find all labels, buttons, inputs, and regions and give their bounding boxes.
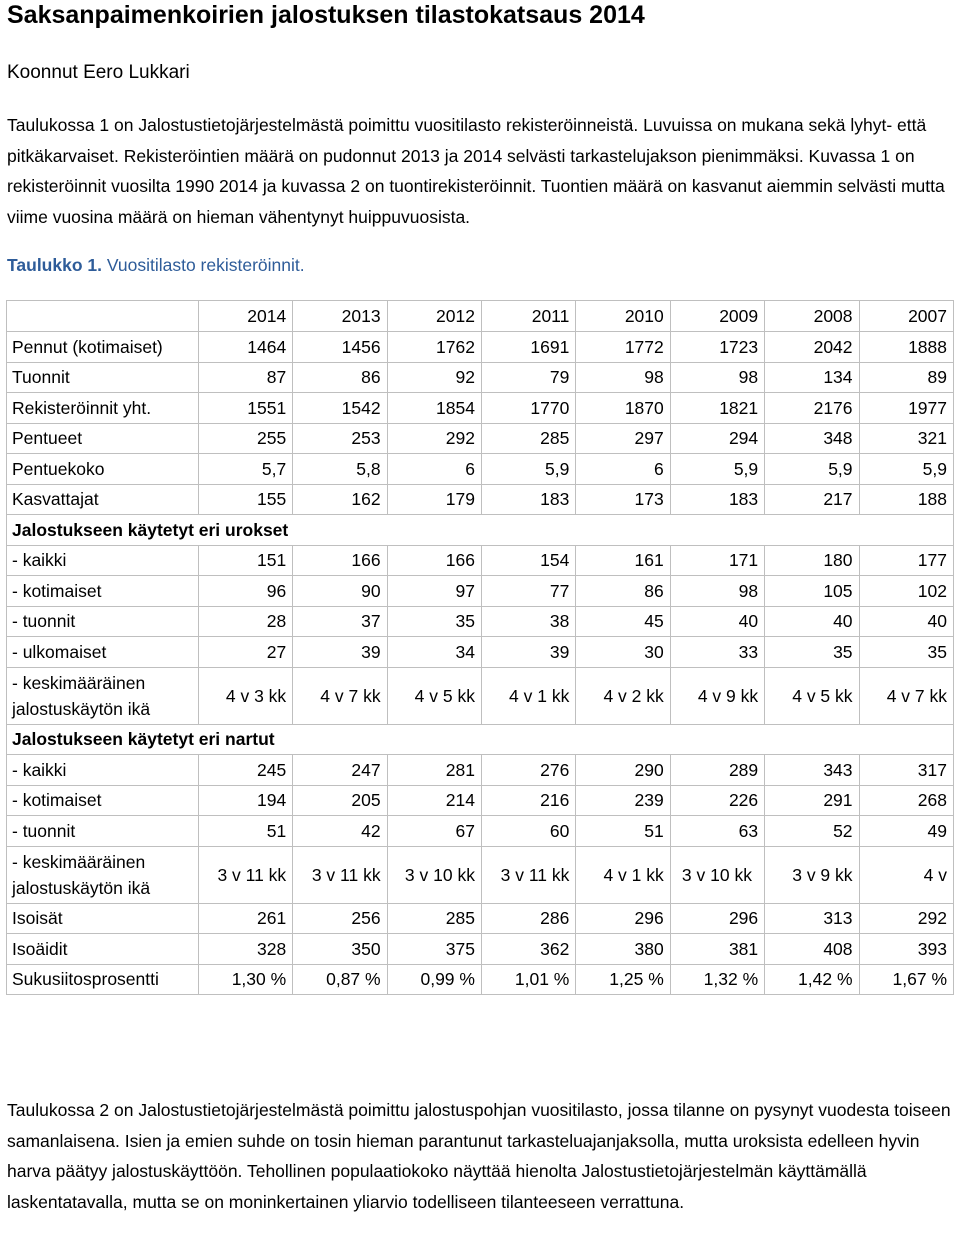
table-cell: 1770 (481, 393, 575, 424)
table-cell: 39 (481, 637, 575, 668)
table-row (7, 332, 954, 363)
table-cell: 1,25 % (576, 964, 670, 995)
table-cell: 4 v 5 kk (765, 667, 859, 724)
table-cell: 350 (293, 934, 387, 965)
table-caption-label: Taulukko 1. (7, 255, 102, 275)
table-cell: 96 (198, 576, 292, 607)
author-line: Koonnut Eero Lukkari (7, 62, 190, 83)
table-cell: 52 (765, 816, 859, 847)
table-cell: 343 (765, 755, 859, 786)
table-cell: 154 (481, 545, 575, 576)
table-row (7, 755, 954, 786)
table-row (7, 637, 954, 668)
table-body (7, 332, 954, 995)
table-cell: 3 v 10 kk (387, 846, 481, 903)
row-label: - kotimaiset (7, 785, 199, 816)
table-row (7, 393, 954, 424)
row-label: - ulkomaiset (7, 637, 199, 668)
table-cell: 151 (198, 545, 292, 576)
table-cell: 3 v 9 kk (765, 846, 859, 903)
table-cell: 171 (670, 545, 764, 576)
table-cell: 1,42 % (765, 964, 859, 995)
table-cell: 90 (293, 576, 387, 607)
table-row (7, 846, 954, 903)
table-cell: 183 (670, 484, 764, 515)
section-heading: Jalostukseen käytetyt eri nartut (7, 724, 954, 755)
section-heading: Jalostukseen käytetyt eri urokset (7, 515, 954, 546)
table-cell: 166 (293, 545, 387, 576)
table-cell: 4 v 1 kk (576, 846, 670, 903)
table-cell: 313 (765, 903, 859, 934)
table-cell: 328 (198, 934, 292, 965)
table-cell: 1723 (670, 332, 764, 363)
table-cell: 276 (481, 755, 575, 786)
table-cell: 6 (387, 454, 481, 485)
table-cell: 173 (576, 484, 670, 515)
row-label: - keskimääräinen jalostuskäytön ikä (7, 846, 199, 903)
table-row (7, 785, 954, 816)
table-cell: 67 (387, 816, 481, 847)
table-cell: 5,7 (198, 454, 292, 485)
table-cell: 362 (481, 934, 575, 965)
year-header: 2009 (670, 301, 764, 332)
table-cell: 4 v 7 kk (859, 667, 953, 724)
table-cell: 348 (765, 423, 859, 454)
row-label: Isoäidit (7, 934, 199, 965)
table-cell: 290 (576, 755, 670, 786)
table-cell: 1888 (859, 332, 953, 363)
table-cell: 27 (198, 637, 292, 668)
table-cell: 292 (859, 903, 953, 934)
table-cell: 375 (387, 934, 481, 965)
table-cell: 0,99 % (387, 964, 481, 995)
table-cell: 2042 (765, 332, 859, 363)
row-label: - tuonnit (7, 816, 199, 847)
table-cell: 1,01 % (481, 964, 575, 995)
table-cell: 42 (293, 816, 387, 847)
table-cell: 1,67 % (859, 964, 953, 995)
table-cell: 4 v 9 kk (670, 667, 764, 724)
table-cell: 98 (670, 362, 764, 393)
table-cell: 5,8 (293, 454, 387, 485)
table-cell: 35 (765, 637, 859, 668)
table-cell: 5,9 (670, 454, 764, 485)
row-label: - tuonnit (7, 606, 199, 637)
year-header: 2011 (481, 301, 575, 332)
table-cell: 381 (670, 934, 764, 965)
intro-paragraph: Taulukossa 1 on Jalostustietojärjestelmästä poimittu vuositilasto rekisteröinneistä. Luvuissa on mukana sekä lyhyt- että pitkäkarvaiset. Rekisteröintien määrä on pudonnut 2013 ja 2014 selvästi tarkastelujakson pienimmäksi. Kuvassa 1 on rekisteröinnit vuosilta 1990 2014 ja kuvassa 2 on tuontirekisteröinnit. Tuontien määrä on kasvanut aiemmin selvästi mutta viime vuosina määrä on hieman vähentynyt huippuvuosista. (7, 115, 945, 227)
table-cell: 4 v 1 kk (481, 667, 575, 724)
row-label: - keskimääräinen jalostuskäytön ikä (7, 667, 199, 724)
table-cell: 166 (387, 545, 481, 576)
table-cell: 162 (293, 484, 387, 515)
table-cell: 285 (387, 903, 481, 934)
table-cell: 98 (576, 362, 670, 393)
table-cell: 40 (670, 606, 764, 637)
table-cell: 286 (481, 903, 575, 934)
table-caption-text: Vuositilasto rekisteröinnit. (101, 255, 305, 275)
table-cell: 37 (293, 606, 387, 637)
table-cell: 40 (859, 606, 953, 637)
table-row (7, 816, 954, 847)
table-cell: 1854 (387, 393, 481, 424)
table-row (7, 667, 954, 724)
document-title: Saksanpaimenkoirien jalostuksen tilastokatsaus 2014 (7, 1, 645, 29)
table-cell: 87 (198, 362, 292, 393)
table-cell: 217 (765, 484, 859, 515)
table-cell: 179 (387, 484, 481, 515)
table-cell: 268 (859, 785, 953, 816)
table-cell: 86 (576, 576, 670, 607)
row-label: Pentueet (7, 423, 199, 454)
table-cell: 30 (576, 637, 670, 668)
row-label: - kaikki (7, 545, 199, 576)
table-cell: 294 (670, 423, 764, 454)
table-row (7, 484, 954, 515)
row-label: - kaikki (7, 755, 199, 786)
registration-stats-table (6, 300, 954, 995)
table-cell: 40 (765, 606, 859, 637)
table-cell: 408 (765, 934, 859, 965)
table-caption (7, 252, 305, 278)
table-cell: 245 (198, 755, 292, 786)
row-label: Kasvattajat (7, 484, 199, 515)
table-row (7, 934, 954, 965)
table-cell: 188 (859, 484, 953, 515)
table-cell: 92 (387, 362, 481, 393)
table-cell: 86 (293, 362, 387, 393)
table-cell: 1870 (576, 393, 670, 424)
table-cell: 247 (293, 755, 387, 786)
table-section-row (7, 724, 954, 755)
table-cell: 317 (859, 755, 953, 786)
table-cell: 33 (670, 637, 764, 668)
table-cell: 28 (198, 606, 292, 637)
table-cell: 1464 (198, 332, 292, 363)
year-header: 2013 (293, 301, 387, 332)
table-cell: 194 (198, 785, 292, 816)
table-cell: 1977 (859, 393, 953, 424)
table-cell: 79 (481, 362, 575, 393)
year-header: 2012 (387, 301, 481, 332)
row-label: Rekisteröinnit yht. (7, 393, 199, 424)
row-label: Tuonnit (7, 362, 199, 393)
table-cell: 39 (293, 637, 387, 668)
table-cell: 3 v 11 kk (198, 846, 292, 903)
table-cell: 205 (293, 785, 387, 816)
row-label: Pennut (kotimaiset) (7, 332, 199, 363)
table-cell: 155 (198, 484, 292, 515)
table-cell: 226 (670, 785, 764, 816)
table-cell: 261 (198, 903, 292, 934)
table-cell: 1,30 % (198, 964, 292, 995)
table-cell: 1762 (387, 332, 481, 363)
table-cell: 292 (387, 423, 481, 454)
row-label: - kotimaiset (7, 576, 199, 607)
row-label: Sukusiitosprosentti (7, 964, 199, 995)
row-label: Isoisät (7, 903, 199, 934)
table-cell: 216 (481, 785, 575, 816)
table-cell: 380 (576, 934, 670, 965)
table-cell: 4 v 5 kk (387, 667, 481, 724)
table-row (7, 454, 954, 485)
table-cell: 1456 (293, 332, 387, 363)
year-header: 2007 (859, 301, 953, 332)
table-cell: 60 (481, 816, 575, 847)
table-cell: 4 v 2 kk (576, 667, 670, 724)
table-cell: 296 (670, 903, 764, 934)
table-row (7, 423, 954, 454)
table-cell: 0,87 % (293, 964, 387, 995)
table-cell: 285 (481, 423, 575, 454)
table-cell: 5,9 (859, 454, 953, 485)
table-section-row (7, 515, 954, 546)
table-cell: 105 (765, 576, 859, 607)
table-cell: 6 (576, 454, 670, 485)
table-cell: 89 (859, 362, 953, 393)
table-cell: 4 v (859, 846, 953, 903)
table-cell: 1821 (670, 393, 764, 424)
table-cell: 1691 (481, 332, 575, 363)
table-cell: 393 (859, 934, 953, 965)
table-cell: 253 (293, 423, 387, 454)
table-row (7, 606, 954, 637)
table-cell: 98 (670, 576, 764, 607)
table-cell: 5,9 (481, 454, 575, 485)
table-cell: 5,9 (765, 454, 859, 485)
table-cell: 63 (670, 816, 764, 847)
table-cell: 49 (859, 816, 953, 847)
table-cell: 180 (765, 545, 859, 576)
table-row (7, 964, 954, 995)
table-row (7, 576, 954, 607)
table-cell: 2176 (765, 393, 859, 424)
year-header: 2010 (576, 301, 670, 332)
table-cell: 1542 (293, 393, 387, 424)
table-cell: 281 (387, 755, 481, 786)
table-cell: 255 (198, 423, 292, 454)
table-cell: 34 (387, 637, 481, 668)
table-row (7, 545, 954, 576)
table-cell: 161 (576, 545, 670, 576)
table-cell: 51 (198, 816, 292, 847)
table-corner-cell (7, 301, 199, 332)
table-cell: 297 (576, 423, 670, 454)
table-cell: 4 v 7 kk (293, 667, 387, 724)
table-cell: 77 (481, 576, 575, 607)
row-label: Pentuekoko (7, 454, 199, 485)
table-cell: 45 (576, 606, 670, 637)
table-cell: 256 (293, 903, 387, 934)
table-cell: 134 (765, 362, 859, 393)
table-cell: 3 v 10 kk (670, 846, 764, 903)
outro-paragraph: Taulukossa 2 on Jalostustietojärjestelmästä poimittu jalostuspohjan vuositilasto, jossa tilanne on pysynyt vuodesta toiseen samanlaisena. Isien ja emien suhde on tosin hieman parantunut tarkasteluajanjaksolla, mutta uroksista edelleen hyvin harva päätyy jalostuskäyttöön. Tehollinen populaatiokoko näyttää hienolta Jalostustietojärjestelmän käyttämällä laskentatavalla, mutta se on moninkertainen yliarvio todelliseen tilanteeseen verrattuna. (7, 1100, 951, 1212)
table-cell: 1,32 % (670, 964, 764, 995)
year-header: 2014 (198, 301, 292, 332)
table-cell: 239 (576, 785, 670, 816)
table-row (7, 362, 954, 393)
table-cell: 296 (576, 903, 670, 934)
table-cell: 214 (387, 785, 481, 816)
table-row (7, 903, 954, 934)
table-cell: 183 (481, 484, 575, 515)
table-cell: 35 (387, 606, 481, 637)
table-cell: 35 (859, 637, 953, 668)
table-cell: 289 (670, 755, 764, 786)
table-cell: 1772 (576, 332, 670, 363)
table-cell: 3 v 11 kk (481, 846, 575, 903)
table-cell: 97 (387, 576, 481, 607)
table-cell: 3 v 11 kk (293, 846, 387, 903)
table-cell: 177 (859, 545, 953, 576)
table-cell: 291 (765, 785, 859, 816)
year-header: 2008 (765, 301, 859, 332)
table-cell: 4 v 3 kk (198, 667, 292, 724)
table-cell: 102 (859, 576, 953, 607)
table-cell: 38 (481, 606, 575, 637)
table-cell: 1551 (198, 393, 292, 424)
table-header-row (7, 301, 954, 332)
table-cell: 321 (859, 423, 953, 454)
table-cell: 51 (576, 816, 670, 847)
